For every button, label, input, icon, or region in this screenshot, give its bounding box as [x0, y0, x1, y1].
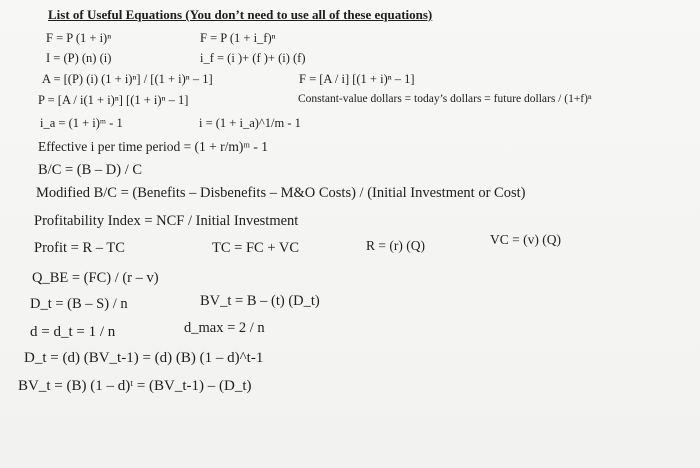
equation-present-worth-annuity: P = [A / i(1 + i)ⁿ] [(1 + i)ⁿ – 1]: [38, 93, 189, 107]
equation-future-value: F = P (1 + i)ⁿ: [46, 31, 112, 45]
equation-declining-balance-book-value: BV_t = (B) (1 – d)ᵗ = (BV_t-1) – (D_t): [18, 378, 252, 394]
equation-declining-balance-depreciation: D_t = (d) (BV_t-1) = (d) (B) (1 – d)^t-1: [24, 350, 264, 366]
equation-max-depreciation-rate: d_max = 2 / n: [184, 320, 265, 336]
equation-breakeven-quantity: Q_BE = (FC) / (r – v): [32, 270, 159, 286]
equation-simple-interest: I = (P) (n) (i): [46, 51, 112, 65]
equation-total-cost: TC = FC + VC: [212, 240, 299, 256]
equation-sinking-fund: F = [A / i] [(1 + i)ⁿ – 1]: [299, 72, 415, 86]
page-title: List of Useful Equations (You don’t need to use all of these equations): [48, 7, 433, 22]
equation-depreciation-rate: d = d_t = 1 / n: [30, 324, 116, 340]
equation-modified-benefit-cost: Modified B/C = (Benefits – Disbenefits – M&O Costs) / (Initial Investment or Cost): [36, 185, 526, 201]
equation-effective-annual-rate: i_a = (1 + i)ᵐ - 1: [40, 116, 123, 130]
equation-variable-cost: VC = (v) (Q): [490, 232, 561, 247]
equation-profitability-index: Profitability Index = NCF / Initial Investment: [34, 213, 299, 229]
equation-effective-i-per-period: Effective i per time period = (1 + r/m)ᵐ - 1: [38, 139, 269, 154]
equation-constant-value-dollars: Constant-value dollars = today’s dollars = future dollars / (1+f)ⁿ: [298, 93, 592, 105]
equation-capital-recovery: A = [(P) (i) (1 + i)ⁿ] / [(1 + i)ⁿ – 1]: [42, 72, 213, 86]
equation-book-value: BV_t = B – (t) (D_t): [200, 293, 320, 309]
equation-revenue: R = (r) (Q): [366, 238, 425, 253]
equation-inflated-rate: i_f = (i )+ (f )+ (i) (f): [200, 51, 306, 65]
equation-benefit-cost: B/C = (B – D) / C: [38, 162, 143, 178]
equation-straight-line-depreciation: D_t = (B – S) / n: [30, 296, 128, 312]
equation-period-rate: i = (1 + i_a)^1/m - 1: [199, 116, 301, 130]
equation-profit: Profit = R – TC: [34, 240, 125, 256]
equation-future-value-inflation: F = P (1 + i_f)ⁿ: [200, 31, 276, 45]
